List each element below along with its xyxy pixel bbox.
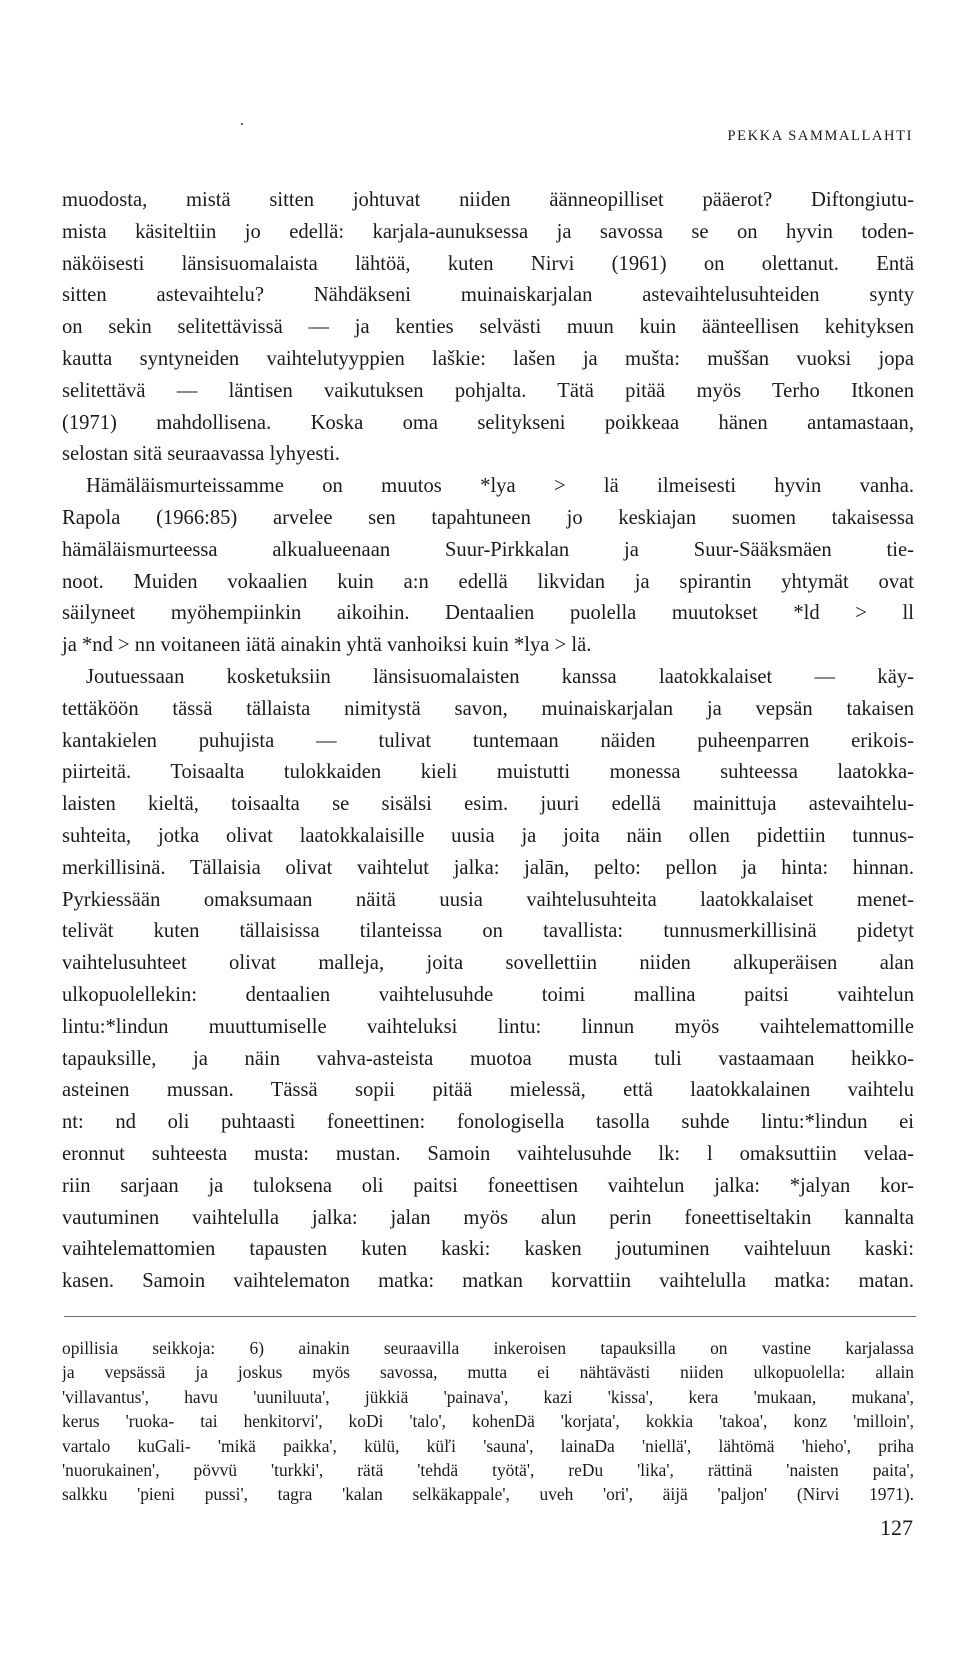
footnote-line: 'villavantus', havu 'uuniluuta', jükkiä 'painava', kazi 'kissa', kera 'mukaan, mukana', (62, 1386, 914, 1407)
print-speck (241, 123, 243, 125)
text-line: noot. Muiden vokaalien kuin a:n edellä likvidan ja spirantin yhtymät ovat (62, 570, 914, 593)
text-line: vaihtelemattomien tapausten kuten kaski: kasken joutuminen vaihteluun kaski: (62, 1238, 914, 1261)
page-number: 127 (880, 1515, 913, 1540)
text-line: mista käsiteltiin jo edellä: karjala-aunuksessa ja savossa se on hyvin toden- (62, 220, 914, 243)
text-line: nt: nd oli puhtaasti foneettinen: fonologisella tasolla suhde lintu:*lindun ei (62, 1111, 914, 1134)
text-line: ja *nd > nn voitaneen iätä ainakin yhtä vanhoiksi kuin *lya > lä. (62, 634, 592, 657)
footnote-line: ja vepsässä ja joskus myös savossa, mutta ei nähtävästi niiden ulkopuolella: allain (62, 1362, 914, 1383)
text-line: kantakielen puhujista — tulivat tuntemaan näiden puheenparren erikois- (62, 729, 914, 752)
text-line: tettäköön tässä tällaista nimitystä savon, muinaiskarjalan ja vepsän takaisen (62, 697, 914, 720)
text-line: eronnut suhteesta musta: mustan. Samoin vaihtelusuhde lk: l omaksuttiin velaa- (62, 1142, 914, 1165)
text-line: kautta syntyneiden vaihtelutyyppien laškie: lašen ja mušta: muššan vuoksi jopa (62, 347, 914, 370)
text-line: vaihtelusuhteet olivat malleja, joita sovellettiin niiden alkuperäisen alan (62, 952, 914, 975)
footnote-line: vartalo kuGali- 'mikä paikka', külü, küľi 'sauna', lainaDa 'niellä', lähtömä 'hieho', priha (62, 1435, 914, 1456)
footnote-separator (64, 1316, 916, 1317)
footnote-line: salkku 'pieni pussi', tagra 'kalan selkäkappale', uveh 'ori', äijä 'paljon' (Nirvi 1971). (62, 1484, 914, 1505)
text-line: Rapola (1966:85) arvelee sen tapahtuneen jo keskiajan suomen takaisessa (62, 506, 914, 529)
text-line: kasen. Samoin vaihtelematon matka: matkan korvattiin vaihtelulla matka: matan. (62, 1270, 914, 1293)
text-line: on sekin selitettävissä — ja kenties selvästi muun kuin äänteellisen kehityksen (62, 316, 914, 339)
text-line: hämäläismurteessa alkualueenaan Suur-Pirkkalan ja Suur-Sääksmäen tie- (62, 538, 914, 561)
text-line: laisten kieltä, toisaalta se sisälsi esim. juuri edellä mainittuja astevaihtelu- (62, 793, 914, 816)
text-line: selitettävä — läntisen vaikutuksen pohjalta. Tätä pitää myös Terho Itkonen (62, 379, 914, 402)
text-line: (1971) mahdollisena. Koska oma selitykseni poikkeaa hänen antamastaan, (62, 411, 914, 434)
text-line: säilyneet myöhempiinkin aikoihin. Dentaalien puolella muutokset *ld > ll (62, 602, 914, 625)
footnote-line: kerus 'ruoka- tai henkitorvi', koDi 'talo', kohenDä 'korjata', kokkia 'takoa', konz 'milloin', (62, 1411, 914, 1432)
text-line: vautuminen vaihtelulla jalka: jalan myös alun perin foneettiseltakin kannalta (62, 1206, 914, 1229)
text-line: lintu:*lindun muuttumiselle vaihteluksi lintu: linnun myös vaihtelemattomille (62, 1015, 914, 1038)
footnote (62, 1336, 914, 1507)
text-line: telivät kuten tällaisissa tilanteissa on tavallista: tunnusmerkillisinä pidetyt (62, 920, 914, 943)
text-line: Pyrkiessään omaksumaan näitä uusia vaihtelusuhteita laatokkalaiset menet- (62, 888, 914, 911)
main-text (62, 185, 914, 1298)
text-line: riin sarjaan ja tuloksena oli paitsi foneettisen vaihtelun jalka: *jalyan kor- (62, 1174, 914, 1197)
paragraph-start-line: Joutuessaan kosketuksiin länsisuomalaisten kanssa laatokkalaiset — käy- (86, 665, 914, 688)
paragraph-start-line: Hämäläismurteissamme on muutos *lya > lä ilmeisesti hyvin vanha. (86, 475, 914, 498)
text-line: piirteitä. Toisaalta tulokkaiden kieli muistutti monessa suhteessa laatokka- (62, 761, 914, 784)
running-head: PEKKA SAMMALLAHTI (727, 128, 913, 144)
footnote-line: opillisia seikkoja: 6) ainakin seuraavilla inkeroisen tapauksilla on vastine karjalassa (62, 1338, 914, 1358)
text-line: merkillisinä. Tällaisia olivat vaihtelut jalka: jalān, pelto: pellon ja hinta: hinnan. (62, 856, 914, 879)
text-line: suhteita, jotka olivat laatokkalaisille uusia ja joita näin ollen pidettiin tunnus- (62, 824, 914, 847)
text-line: ulkopuolellekin: dentaalien vaihtelusuhde toimi mallina paitsi vaihtelun (62, 983, 914, 1006)
footnote-line: 'nuorukainen', pövvü 'turkki', rätä 'tehdä työtä', reDu 'lika', rättinä 'naisten paita', (62, 1459, 914, 1480)
text-line: sitten astevaihtelu? Nähdäkseni muinaiskarjalan astevaihtelusuhteiden synty (62, 284, 914, 307)
text-line: tapauksille, ja näin vahva-asteista muotoa musta tuli vastaamaan heikko- (62, 1047, 914, 1070)
text-line: selostan sitä seuraavassa lyhyesti. (62, 443, 340, 466)
text-line: muodosta, mistä sitten johtuvat niiden äänneopilliset pääerot? Diftongiutu- (62, 189, 914, 211)
text-line: asteinen mussan. Tässä sopii pitää mielessä, että laatokkalainen vaihtelu (62, 1079, 914, 1102)
text-line: näköisesti länsisuomalaista lähtöä, kuten Nirvi (1961) on olettanut. Entä (62, 252, 914, 275)
